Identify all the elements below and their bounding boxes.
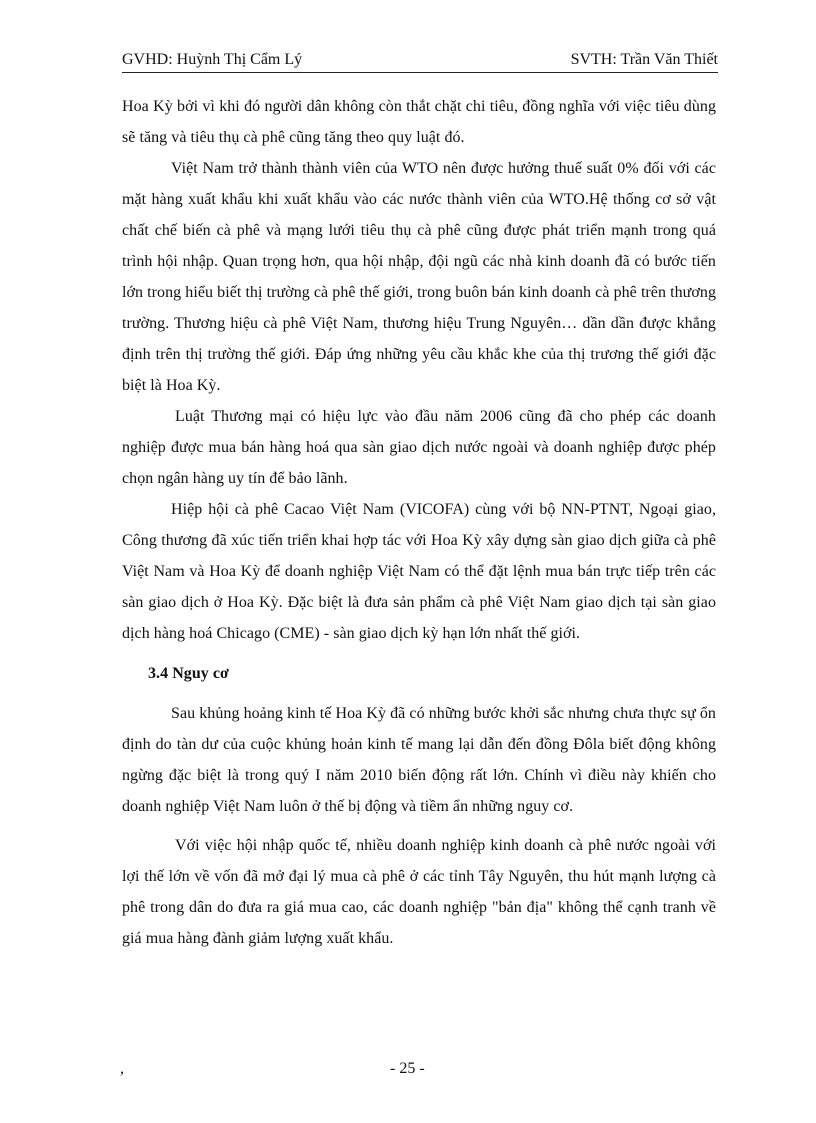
page-header bbox=[122, 50, 718, 73]
paragraph-vicofa: Hiệp hội cà phê Cacao Việt Nam (VICOFA) cùng với bộ NN-PTNT, Ngoại giao, Công thương đã xúc tiến triển khai hợp tác với Hoa Kỳ xây dựng sàn giao dịch giữa cà phê Việt Nam và Hoa Kỳ để doanh nghiệp Việt Nam có thể đặt lệnh mua bán trực tiếp trên các sàn giao dịch ở Hoa Kỳ. Đặc biệt là đưa sản phẩm cà phê Việt Nam giao dịch tại sàn giao dịch hàng hoá Chicago (CME) - sàn giao dịch kỳ hạn lớn nhất thế giới. bbox=[122, 501, 716, 642]
page-footer bbox=[0, 1060, 816, 1084]
footer-mark: , bbox=[120, 1060, 124, 1077]
section-heading: 3.4 Nguy cơ bbox=[148, 665, 229, 682]
paragraph-wto: Việt Nam trở thành thành viên của WTO nên được hưởng thuế suất 0% đối với các mặt hàng xuất khẩu khi xuất khẩu vào các nước thành viên của WTO.Hệ thống cơ sở vật chất chế biến cà phê và mạng lưới tiêu thụ cà phê cũng được phát triển mạnh trong quá trình hội nhập. Quan trọng hơn, qua hội nhập, đội ngũ các nhà kinh doanh đã có bước tiến lớn trong hiểu biết thị trường cà phê thế giới, trong buôn bán kinh doanh cà phê trên thương trường. Thương hiệu cà phê Việt Nam, thương hiệu Trung Nguyên… dần dần được khẳng định trên thị trường thế giới. Đáp ứng những yêu cầu khắc khe của thị trương thế giới đặc biệt là Hoa Kỳ. bbox=[122, 160, 716, 394]
paragraph-crisis: Sau khủng hoảng kinh tế Hoa Kỳ đã có những bước khởi sắc nhưng chưa thực sự ổn định do tàn dư của cuộc khủng hoản kinh tế mang lại dẫn đến đồng Đôla biết động không ngừng đặc biệt là trong quý I năm 2010 biến động rất lớn. Chính vì điều này khiến cho doanh nghiệp Việt Nam luôn ở thế bị động và tiềm ẩn những nguy cơ. bbox=[122, 705, 716, 815]
header-supervisor: GVHD: Huỳnh Thị Cẩm Lý bbox=[122, 51, 303, 68]
page-number: - 25 - bbox=[390, 1060, 425, 1077]
paragraph-continuation: Hoa Kỳ bởi vì khi đó người dân không còn thắt chặt chi tiêu, đồng nghĩa với việc tiêu dùng sẽ tăng và tiêu thụ cà phê cũng tăng theo quy luật đó. bbox=[122, 98, 716, 146]
paragraph-integration: Với việc hội nhập quốc tế, nhiều doanh nghiệp kinh doanh cà phê nước ngoài với lợi thế lớn về vốn đã mở đại lý mua cà phê ở các tỉnh Tây Nguyên, thu hút mạnh lượng cà phê trong dân do đưa ra giá mua cao, các doanh nghiệp "bản địa" không thể cạnh tranh về giá mua hàng đành giảm lượng xuất khẩu. bbox=[122, 837, 716, 947]
paragraph-trade-law: Luật Thương mại có hiệu lực vào đầu năm 2006 cũng đã cho phép các doanh nghiệp được mua bán hàng hoá qua sàn giao dịch nước ngoài và doanh nghiệp được phép chọn ngân hàng uy tín để bảo lãnh. bbox=[122, 408, 716, 487]
header-student: SVTH: Trần Văn Thiết bbox=[570, 51, 718, 68]
document-body bbox=[122, 91, 716, 954]
